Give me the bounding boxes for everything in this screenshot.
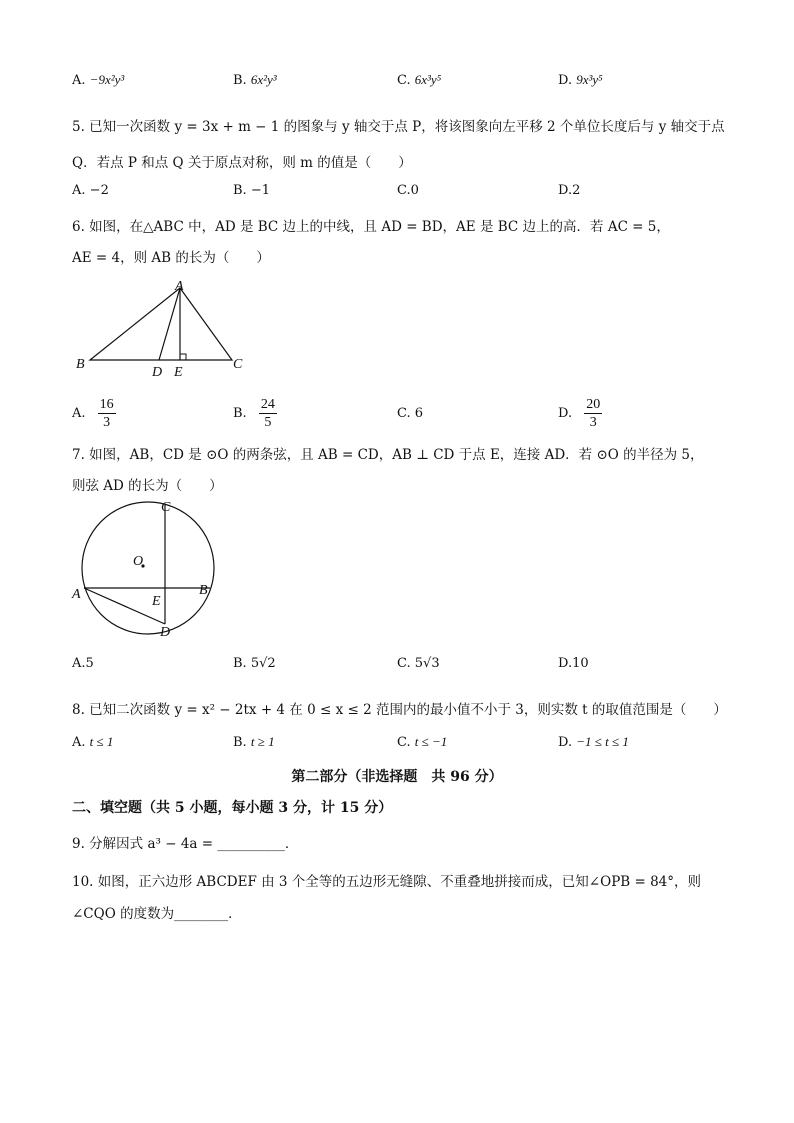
q6-triangle-figure — [70, 278, 260, 378]
triangle-abc — [90, 288, 232, 360]
q5-option-b: B. −1 — [233, 183, 270, 198]
q7-option-a: A.5 — [72, 656, 94, 671]
right-angle-mark — [180, 354, 186, 360]
q8-option-b: B. t ≥ 1 — [233, 734, 275, 750]
q10-stem-line2: ∠CQO 的度数为________． — [72, 906, 242, 922]
label-b: B — [199, 583, 208, 598]
q7-circle-figure — [68, 496, 218, 642]
q8-stem: 8. 已知二次函数 y = x² − 2tx + 4 在 0 ≤ x ≤ 2 范围内的最小值不小于 3，则实数 t 的取值范围是（ ） — [72, 702, 727, 718]
part2-title: 第二部分（非选择题 共 96 分） — [291, 769, 503, 785]
q6-option-c: C. 6 — [397, 406, 424, 421]
q5-stem-line1: 5. 已知一次函数 y = 3x + m − 1 的图象与 y 轴交于点 P，将该图象向左平移 2 个单位长度后与 y 轴交于点 — [72, 119, 725, 135]
q7-option-b: B. 5√2 — [233, 656, 276, 671]
q7-option-d: D.10 — [558, 656, 589, 671]
q6-option-b: B. $\frac{24}{5}$ — [233, 397, 275, 430]
q4-option-d: D. 9x³y⁵ — [558, 72, 603, 88]
label-o: O — [133, 554, 144, 569]
q9-stem: 9. 分解因式 a³ − 4a = __________． — [72, 836, 299, 852]
q7-stem-line1: 7. 如图，AB，CD 是 ⊙O 的两条弦，且 AB = CD，AB ⊥ CD 于点 E，连接 AD．若 ⊙O 的半径为 5， — [72, 447, 704, 463]
median-ad — [159, 288, 180, 360]
q7-stem-line2: 则弦 AD 的长为（ ） — [72, 478, 223, 494]
label-b: B — [76, 357, 85, 372]
label-d: D — [152, 365, 163, 378]
q5-option-c: C.0 — [397, 183, 419, 198]
q6-stem-line1: 6. 如图，在△ABC 中，AD 是 BC 边上的中线，且 AD = BD，AE 是 BC 边上的高．若 AC = 5， — [72, 219, 670, 235]
label-a: A — [175, 279, 184, 294]
label-e: E — [174, 365, 183, 378]
q6-stem-line2: AE = 4，则 AB 的长为（ ） — [72, 250, 270, 266]
q4-option-b: B. 6x²y³ — [233, 72, 277, 88]
q8-option-d: D. −1 ≤ t ≤ 1 — [558, 734, 629, 750]
label-d: D — [160, 625, 171, 640]
circle-o — [82, 502, 214, 634]
label-c: C — [161, 500, 171, 515]
q4-option-c: C. 6x³y⁵ — [397, 72, 442, 88]
section2-title: 二、填空题（共 5 小题，每小题 3 分，计 15 分） — [72, 800, 393, 816]
label-a: A — [72, 587, 81, 602]
q6-option-d: D. $\frac{20}{3}$ — [558, 397, 601, 430]
q4-option-a: A. −9x²y³ — [72, 72, 125, 88]
q7-option-c: C. 5√3 — [397, 656, 440, 671]
q10-stem-line1: 10. 如图，正六边形 ABCDEF 由 3 个全等的五边形无缝隙、不重叠地拼接而成，已知∠OPB = 84°，则 — [72, 874, 702, 890]
q6-option-a: A. $\frac{16}{3}$ — [72, 397, 114, 430]
q5-stem-line2: Q．若点 P 和点 Q 关于原点对称，则 m 的值是（ ） — [72, 155, 412, 171]
q8-option-a: A. t ≤ 1 — [72, 734, 114, 750]
q8-option-c: C. t ≤ −1 — [397, 734, 448, 750]
label-e: E — [152, 594, 161, 609]
q5-option-d: D.2 — [558, 183, 581, 198]
label-c: C — [233, 357, 243, 372]
q5-option-a: A. −2 — [72, 183, 109, 198]
